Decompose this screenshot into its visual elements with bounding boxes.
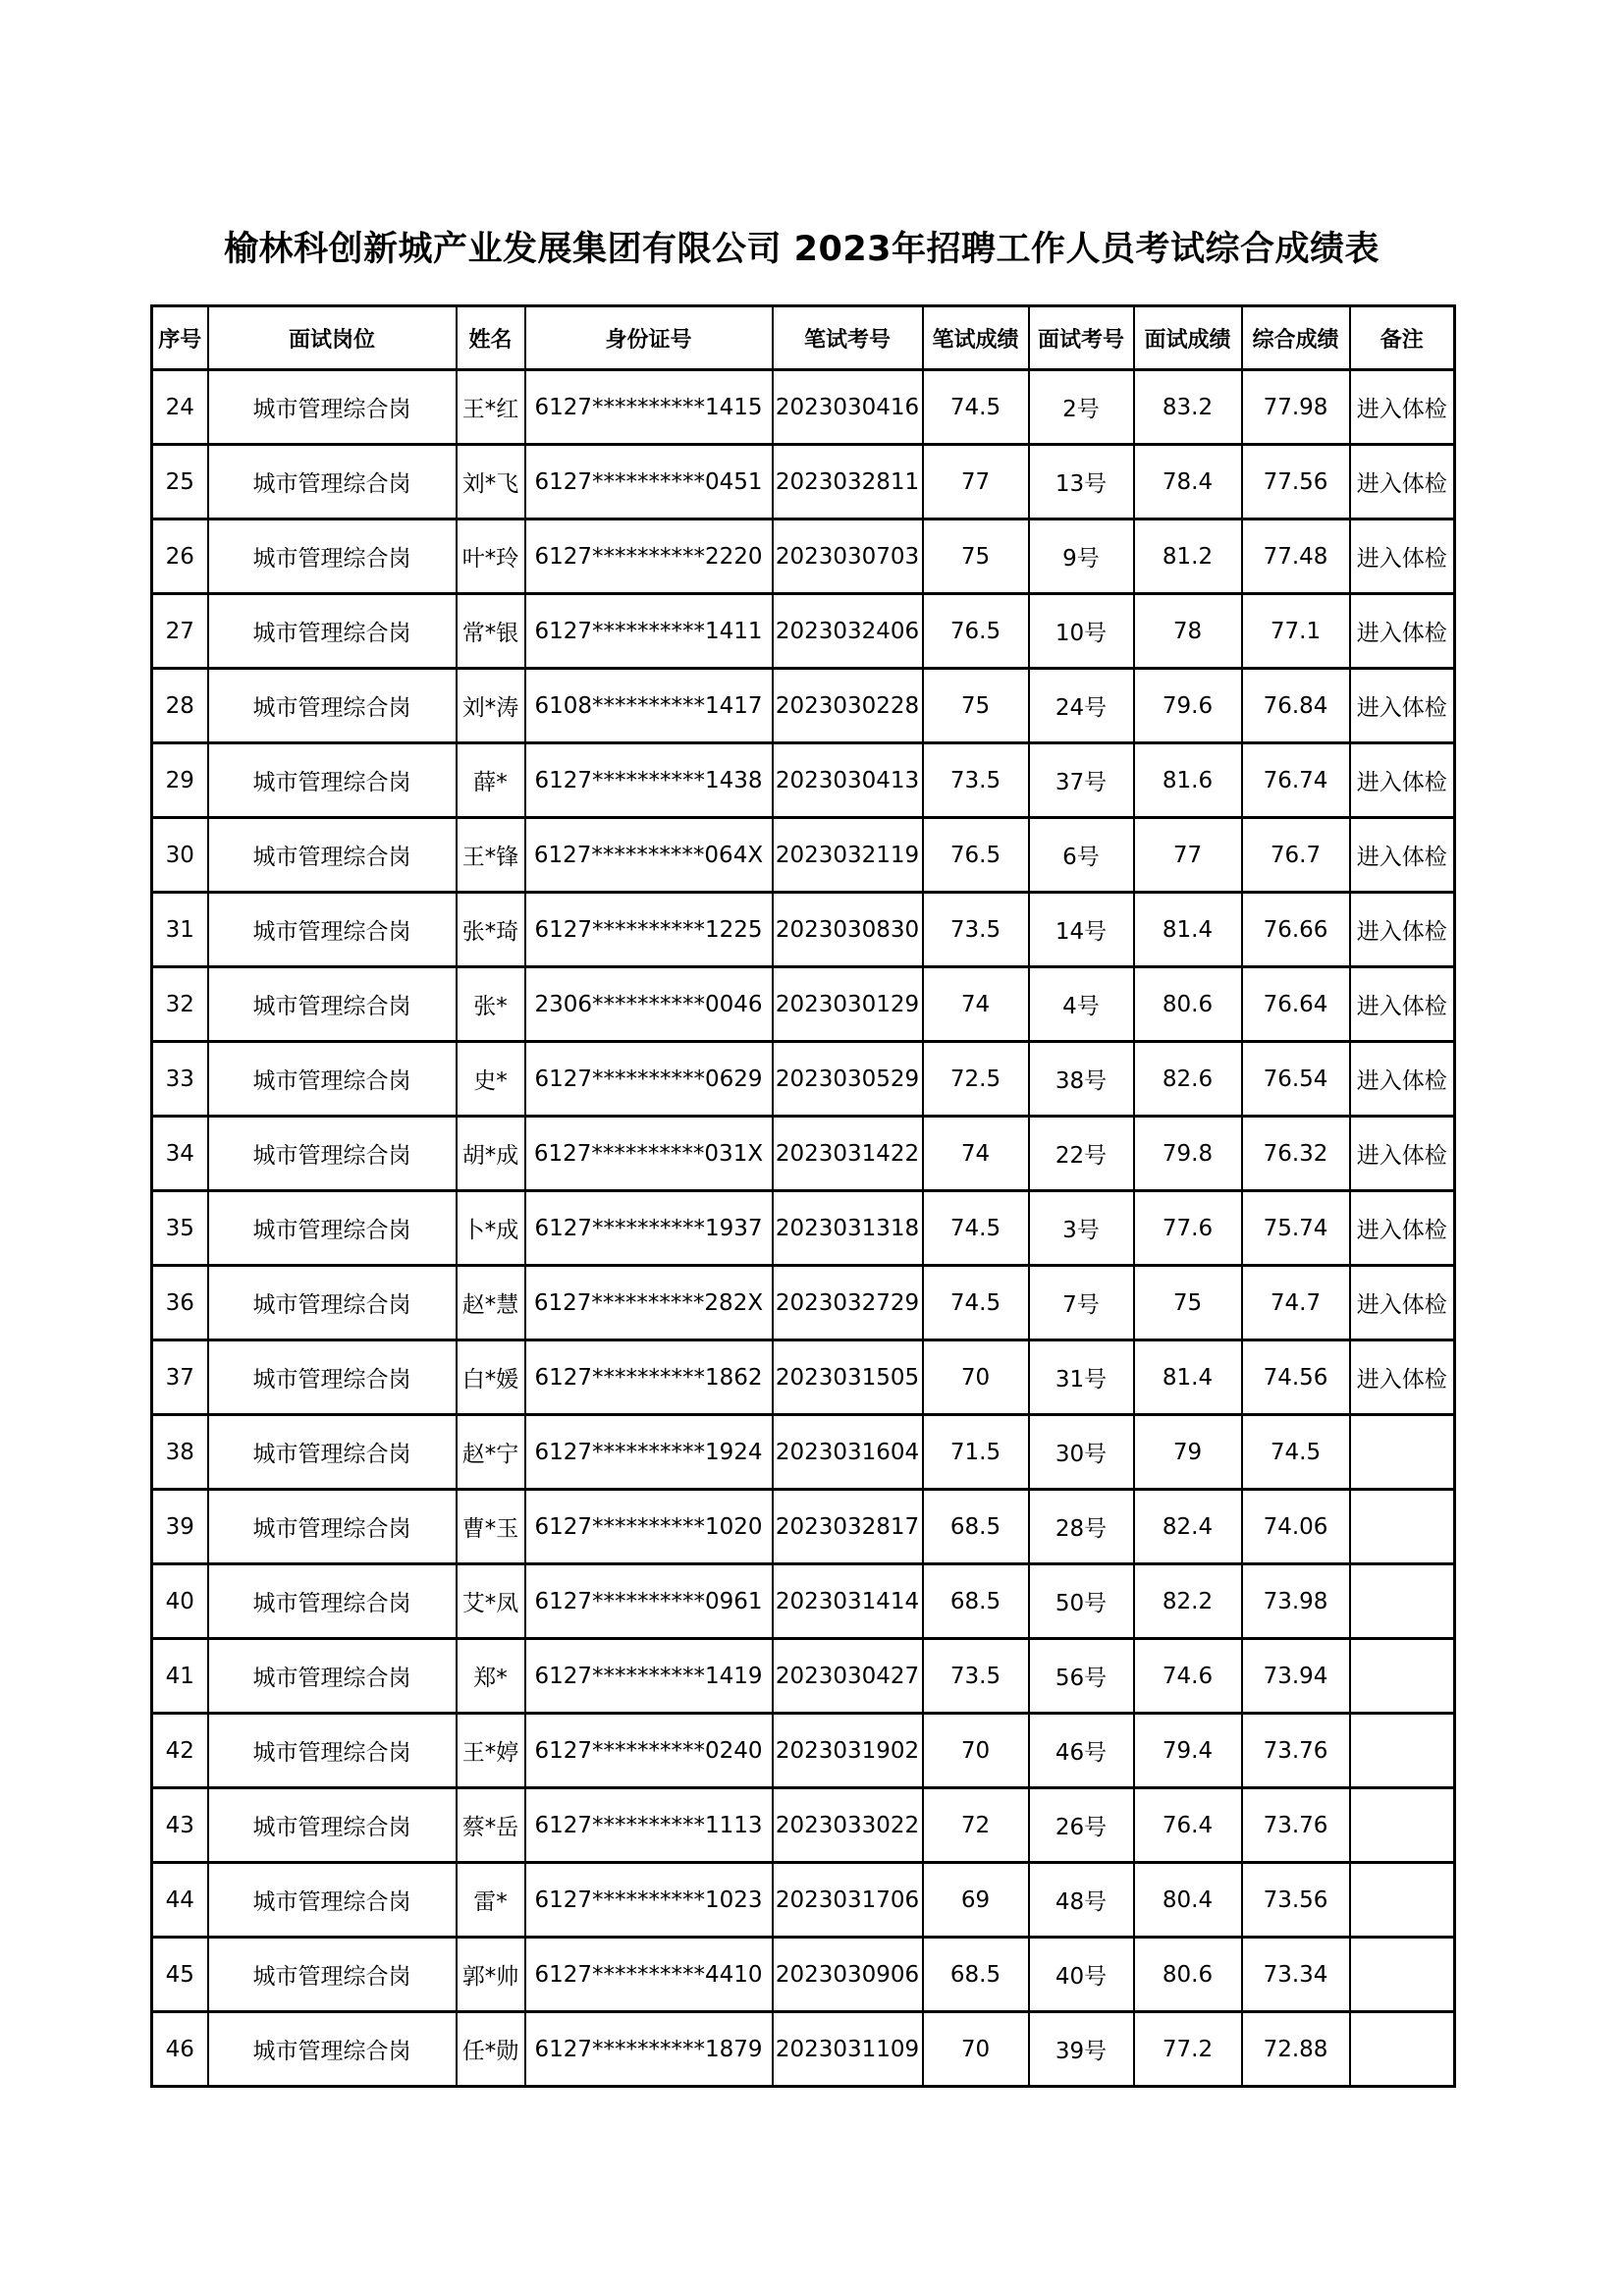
table-cell: 68.5 xyxy=(923,1564,1029,1639)
table-cell: 城市管理综合岗 xyxy=(208,1340,457,1415)
table-cell: 进入体检 xyxy=(1350,743,1455,818)
table-cell: 40号 xyxy=(1029,1938,1134,2012)
table-row xyxy=(152,2012,1455,2087)
table-cell: 32 xyxy=(152,967,208,1042)
table-cell: 城市管理综合岗 xyxy=(208,1191,457,1266)
table-cell: 城市管理综合岗 xyxy=(208,1714,457,1788)
table-cell: 81.6 xyxy=(1134,743,1242,818)
table-row xyxy=(152,594,1455,669)
table-cell: 6127**********0451 xyxy=(525,445,773,519)
table-cell: 进入体检 xyxy=(1350,669,1455,743)
table-row xyxy=(152,445,1455,519)
table-cell: 34 xyxy=(152,1117,208,1191)
table-cell: 张* xyxy=(457,967,525,1042)
table-cell: 城市管理综合岗 xyxy=(208,669,457,743)
table-cell: 6127**********064X xyxy=(525,818,773,893)
table-cell xyxy=(1350,1415,1455,1490)
table-cell: 82.4 xyxy=(1134,1490,1242,1564)
column-header: 面试岗位 xyxy=(208,306,457,370)
table-cell: 2023032729 xyxy=(773,1266,923,1340)
table-cell: 74.5 xyxy=(923,370,1029,445)
table-cell: 城市管理综合岗 xyxy=(208,1490,457,1564)
table-row xyxy=(152,370,1455,445)
table-row xyxy=(152,519,1455,594)
table-cell: 6号 xyxy=(1029,818,1134,893)
table-cell: 31 xyxy=(152,893,208,967)
table-cell: 城市管理综合岗 xyxy=(208,818,457,893)
table-cell: 25 xyxy=(152,445,208,519)
table-cell xyxy=(1350,1490,1455,1564)
table-cell: 城市管理综合岗 xyxy=(208,519,457,594)
table-cell: 73.98 xyxy=(1242,1564,1350,1639)
table-row xyxy=(152,1117,1455,1191)
column-header: 身份证号 xyxy=(525,306,773,370)
table-cell: 81.2 xyxy=(1134,519,1242,594)
table-cell: 75 xyxy=(923,669,1029,743)
table-cell: 2306**********0046 xyxy=(525,967,773,1042)
table-cell: 城市管理综合岗 xyxy=(208,2012,457,2087)
table-cell: 78.4 xyxy=(1134,445,1242,519)
table-cell: 80.6 xyxy=(1134,1938,1242,2012)
table-cell: 雷* xyxy=(457,1863,525,1938)
table-row xyxy=(152,1564,1455,1639)
table-cell: 79.8 xyxy=(1134,1117,1242,1191)
table-cell: 73.76 xyxy=(1242,1714,1350,1788)
table-cell: 卜*成 xyxy=(457,1191,525,1266)
table-cell: 10号 xyxy=(1029,594,1134,669)
table-cell: 73.5 xyxy=(923,1639,1029,1714)
table-cell: 77.48 xyxy=(1242,519,1350,594)
table-cell: 74.7 xyxy=(1242,1266,1350,1340)
table-cell: 城市管理综合岗 xyxy=(208,370,457,445)
table-cell: 城市管理综合岗 xyxy=(208,743,457,818)
table-cell: 2023031414 xyxy=(773,1564,923,1639)
table-cell: 26 xyxy=(152,519,208,594)
table-cell xyxy=(1350,1938,1455,2012)
table-cell: 80.4 xyxy=(1134,1863,1242,1938)
table-cell: 2023032406 xyxy=(773,594,923,669)
table-cell: 城市管理综合岗 xyxy=(208,1415,457,1490)
table-cell: 43 xyxy=(152,1788,208,1863)
table-cell: 进入体检 xyxy=(1350,370,1455,445)
table-cell: 74.06 xyxy=(1242,1490,1350,1564)
table-cell: 2023031318 xyxy=(773,1191,923,1266)
table-cell: 82.2 xyxy=(1134,1564,1242,1639)
table-cell: 2023031109 xyxy=(773,2012,923,2087)
table-cell: 城市管理综合岗 xyxy=(208,1042,457,1117)
table-cell: 进入体检 xyxy=(1350,967,1455,1042)
table-cell: 2023030228 xyxy=(773,669,923,743)
table-cell: 城市管理综合岗 xyxy=(208,1863,457,1938)
table-cell: 74.5 xyxy=(1242,1415,1350,1490)
table-cell: 70 xyxy=(923,2012,1029,2087)
table-cell: 王*婷 xyxy=(457,1714,525,1788)
table-cell: 71.5 xyxy=(923,1415,1029,1490)
table-cell: 40 xyxy=(152,1564,208,1639)
table-cell: 6127**********1419 xyxy=(525,1639,773,1714)
table-cell: 任*勋 xyxy=(457,2012,525,2087)
table-cell: 69 xyxy=(923,1863,1029,1938)
table-cell: 城市管理综合岗 xyxy=(208,893,457,967)
table-cell: 刘*涛 xyxy=(457,669,525,743)
table-cell: 73.5 xyxy=(923,893,1029,967)
table-cell: 24 xyxy=(152,370,208,445)
table-cell: 叶*玲 xyxy=(457,519,525,594)
table-row xyxy=(152,669,1455,743)
table-cell: 77.98 xyxy=(1242,370,1350,445)
score-table xyxy=(150,304,1456,2088)
table-cell: 6127**********2220 xyxy=(525,519,773,594)
table-cell: 2023031604 xyxy=(773,1415,923,1490)
table-cell: 9号 xyxy=(1029,519,1134,594)
table-cell: 6127**********1023 xyxy=(525,1863,773,1938)
table-cell: 2023030427 xyxy=(773,1639,923,1714)
table-cell: 6127**********1225 xyxy=(525,893,773,967)
table-cell: 74.56 xyxy=(1242,1340,1350,1415)
table-cell xyxy=(1350,1788,1455,1863)
table-row xyxy=(152,967,1455,1042)
table-cell: 76.32 xyxy=(1242,1117,1350,1191)
table-cell: 81.4 xyxy=(1134,1340,1242,1415)
table-cell: 6127**********0961 xyxy=(525,1564,773,1639)
table-cell: 2023031422 xyxy=(773,1117,923,1191)
table-cell: 6127**********0629 xyxy=(525,1042,773,1117)
table-cell: 27 xyxy=(152,594,208,669)
table-cell: 29 xyxy=(152,743,208,818)
table-cell: 46 xyxy=(152,2012,208,2087)
table-cell: 31号 xyxy=(1029,1340,1134,1415)
table-cell: 73.76 xyxy=(1242,1788,1350,1863)
table-cell: 77.2 xyxy=(1134,2012,1242,2087)
table-cell xyxy=(1350,1639,1455,1714)
table-cell: 2023031902 xyxy=(773,1714,923,1788)
table-cell: 6127**********1862 xyxy=(525,1340,773,1415)
table-cell: 72.5 xyxy=(923,1042,1029,1117)
table-cell: 张*琦 xyxy=(457,893,525,967)
table-cell: 76.54 xyxy=(1242,1042,1350,1117)
table-cell: 73.5 xyxy=(923,743,1029,818)
table-cell: 45 xyxy=(152,1938,208,2012)
table-row xyxy=(152,1938,1455,2012)
table-cell: 蔡*岳 xyxy=(457,1788,525,1863)
table-cell: 艾*凤 xyxy=(457,1564,525,1639)
table-cell: 30 xyxy=(152,818,208,893)
column-header: 综合成绩 xyxy=(1242,306,1350,370)
table-row xyxy=(152,1490,1455,1564)
column-header: 笔试成绩 xyxy=(923,306,1029,370)
table-cell: 6127**********1411 xyxy=(525,594,773,669)
table-cell: 白*媛 xyxy=(457,1340,525,1415)
table-cell: 郭*帅 xyxy=(457,1938,525,2012)
table-cell: 35 xyxy=(152,1191,208,1266)
table-cell: 41 xyxy=(152,1639,208,1714)
table-cell: 37 xyxy=(152,1340,208,1415)
table-row xyxy=(152,1863,1455,1938)
table-cell: 79.6 xyxy=(1134,669,1242,743)
table-cell: 74.6 xyxy=(1134,1639,1242,1714)
table-cell: 2023030529 xyxy=(773,1042,923,1117)
table-cell: 76.64 xyxy=(1242,967,1350,1042)
table-cell: 进入体检 xyxy=(1350,1340,1455,1415)
table-cell: 2023030416 xyxy=(773,370,923,445)
column-header: 备注 xyxy=(1350,306,1455,370)
table-row xyxy=(152,1415,1455,1490)
table-cell: 2023032811 xyxy=(773,445,923,519)
table-cell: 7号 xyxy=(1029,1266,1134,1340)
table-row xyxy=(152,1639,1455,1714)
table-cell: 36 xyxy=(152,1266,208,1340)
table-cell: 76.7 xyxy=(1242,818,1350,893)
table-cell: 24号 xyxy=(1029,669,1134,743)
table-cell: 城市管理综合岗 xyxy=(208,1788,457,1863)
table-cell: 73.56 xyxy=(1242,1863,1350,1938)
table-cell: 6127**********1020 xyxy=(525,1490,773,1564)
table-cell: 77 xyxy=(1134,818,1242,893)
table-row xyxy=(152,1714,1455,1788)
table-cell: 74 xyxy=(923,1117,1029,1191)
table-cell: 刘*飞 xyxy=(457,445,525,519)
table-cell: 6127**********1438 xyxy=(525,743,773,818)
table-cell: 6108**********1417 xyxy=(525,669,773,743)
table-cell: 4号 xyxy=(1029,967,1134,1042)
table-cell: 城市管理综合岗 xyxy=(208,1938,457,2012)
table-cell: 6127**********1924 xyxy=(525,1415,773,1490)
table-cell: 46号 xyxy=(1029,1714,1134,1788)
table-cell: 44 xyxy=(152,1863,208,1938)
table-cell: 75 xyxy=(1134,1266,1242,1340)
table-row xyxy=(152,743,1455,818)
table-cell: 2023033022 xyxy=(773,1788,923,1863)
table-cell: 76.74 xyxy=(1242,743,1350,818)
table-cell: 2023030129 xyxy=(773,967,923,1042)
table-cell: 2023030830 xyxy=(773,893,923,967)
header-row xyxy=(152,306,1455,370)
table-cell xyxy=(1350,1863,1455,1938)
table-cell: 2023030703 xyxy=(773,519,923,594)
table-cell: 73.34 xyxy=(1242,1938,1350,2012)
table-cell: 14号 xyxy=(1029,893,1134,967)
table-cell: 2023031505 xyxy=(773,1340,923,1415)
table-cell: 50号 xyxy=(1029,1564,1134,1639)
table-cell: 48号 xyxy=(1029,1863,1134,1938)
table-cell: 76.5 xyxy=(923,818,1029,893)
table-row xyxy=(152,1340,1455,1415)
table-cell: 77.1 xyxy=(1242,594,1350,669)
table-cell: 75 xyxy=(923,519,1029,594)
table-cell: 38号 xyxy=(1029,1042,1134,1117)
table-cell: 38 xyxy=(152,1415,208,1490)
table-cell: 城市管理综合岗 xyxy=(208,1117,457,1191)
table-cell: 6127**********1113 xyxy=(525,1788,773,1863)
table-cell: 83.2 xyxy=(1134,370,1242,445)
column-header: 姓名 xyxy=(457,306,525,370)
table-cell: 城市管理综合岗 xyxy=(208,445,457,519)
column-header: 面试成绩 xyxy=(1134,306,1242,370)
table-cell: 81.4 xyxy=(1134,893,1242,967)
table-cell: 进入体检 xyxy=(1350,1191,1455,1266)
table-cell: 郑* xyxy=(457,1639,525,1714)
table-cell: 进入体检 xyxy=(1350,893,1455,967)
table-cell: 72 xyxy=(923,1788,1029,1863)
table-cell: 77.56 xyxy=(1242,445,1350,519)
table-cell: 2号 xyxy=(1029,370,1134,445)
table-cell: 6127**********1415 xyxy=(525,370,773,445)
table-row xyxy=(152,1042,1455,1117)
table-cell: 王*锋 xyxy=(457,818,525,893)
table-cell: 2023032817 xyxy=(773,1490,923,1564)
table-cell: 城市管理综合岗 xyxy=(208,967,457,1042)
table-cell: 28 xyxy=(152,669,208,743)
table-cell: 30号 xyxy=(1029,1415,1134,1490)
table-cell: 史* xyxy=(457,1042,525,1117)
table-cell: 68.5 xyxy=(923,1490,1029,1564)
table-row xyxy=(152,818,1455,893)
table-cell: 进入体检 xyxy=(1350,594,1455,669)
table-cell xyxy=(1350,1714,1455,1788)
table-cell: 王*红 xyxy=(457,370,525,445)
table-cell: 6127**********1937 xyxy=(525,1191,773,1266)
table-cell: 78 xyxy=(1134,594,1242,669)
table-cell: 进入体检 xyxy=(1350,818,1455,893)
table-cell: 33 xyxy=(152,1042,208,1117)
table-cell: 城市管理综合岗 xyxy=(208,594,457,669)
table-body xyxy=(152,370,1455,2087)
table-cell xyxy=(1350,2012,1455,2087)
table-cell: 胡*成 xyxy=(457,1117,525,1191)
table-cell: 薛* xyxy=(457,743,525,818)
table-cell: 2023031706 xyxy=(773,1863,923,1938)
table-cell: 进入体检 xyxy=(1350,519,1455,594)
column-header: 笔试考号 xyxy=(773,306,923,370)
table-cell: 79 xyxy=(1134,1415,1242,1490)
table-cell: 76.66 xyxy=(1242,893,1350,967)
table-cell: 76.84 xyxy=(1242,669,1350,743)
table-cell: 76.4 xyxy=(1134,1788,1242,1863)
table-cell: 2023032119 xyxy=(773,818,923,893)
table-row xyxy=(152,1266,1455,1340)
table-cell: 56号 xyxy=(1029,1639,1134,1714)
table-cell: 77 xyxy=(923,445,1029,519)
table-cell: 70 xyxy=(923,1340,1029,1415)
table-cell: 城市管理综合岗 xyxy=(208,1564,457,1639)
table-cell: 城市管理综合岗 xyxy=(208,1639,457,1714)
table-cell: 22号 xyxy=(1029,1117,1134,1191)
table-cell: 37号 xyxy=(1029,743,1134,818)
table-cell xyxy=(1350,1564,1455,1639)
table-cell: 42 xyxy=(152,1714,208,1788)
table-cell: 6127**********4410 xyxy=(525,1938,773,2012)
table-cell: 常*银 xyxy=(457,594,525,669)
table-cell: 70 xyxy=(923,1714,1029,1788)
table-cell: 城市管理综合岗 xyxy=(208,1266,457,1340)
table-cell: 72.88 xyxy=(1242,2012,1350,2087)
table-cell: 74.5 xyxy=(923,1266,1029,1340)
table-cell: 80.6 xyxy=(1134,967,1242,1042)
table-cell: 68.5 xyxy=(923,1938,1029,2012)
page-title: 榆林科创新城产业发展集团有限公司 2023年招聘工作人员考试综合成绩表 xyxy=(223,230,1380,269)
table-cell: 26号 xyxy=(1029,1788,1134,1863)
table-cell: 79.4 xyxy=(1134,1714,1242,1788)
table-cell: 13号 xyxy=(1029,445,1134,519)
table-row xyxy=(152,1191,1455,1266)
table-row xyxy=(152,893,1455,967)
table-cell: 77.6 xyxy=(1134,1191,1242,1266)
table-cell: 76.5 xyxy=(923,594,1029,669)
table-cell: 74.5 xyxy=(923,1191,1029,1266)
table-cell: 进入体检 xyxy=(1350,445,1455,519)
table-cell: 赵*宁 xyxy=(457,1415,525,1490)
table-cell: 6127**********031X xyxy=(525,1117,773,1191)
table-cell: 进入体检 xyxy=(1350,1042,1455,1117)
table-cell: 6127**********282X xyxy=(525,1266,773,1340)
table-cell: 进入体检 xyxy=(1350,1117,1455,1191)
table-cell: 74 xyxy=(923,967,1029,1042)
table-cell: 2023030413 xyxy=(773,743,923,818)
column-header: 序号 xyxy=(152,306,208,370)
table-cell: 39 xyxy=(152,1490,208,1564)
table-cell: 6127**********1879 xyxy=(525,2012,773,2087)
table-cell: 39号 xyxy=(1029,2012,1134,2087)
table-cell: 3号 xyxy=(1029,1191,1134,1266)
table-cell: 73.94 xyxy=(1242,1639,1350,1714)
table-cell: 75.74 xyxy=(1242,1191,1350,1266)
table-row xyxy=(152,1788,1455,1863)
table-cell: 2023030906 xyxy=(773,1938,923,2012)
table-cell: 进入体检 xyxy=(1350,1266,1455,1340)
table-cell: 赵*慧 xyxy=(457,1266,525,1340)
table-cell: 6127**********0240 xyxy=(525,1714,773,1788)
column-header: 面试考号 xyxy=(1029,306,1134,370)
table-cell: 28号 xyxy=(1029,1490,1134,1564)
table-cell: 82.6 xyxy=(1134,1042,1242,1117)
table-cell: 曹*玉 xyxy=(457,1490,525,1564)
